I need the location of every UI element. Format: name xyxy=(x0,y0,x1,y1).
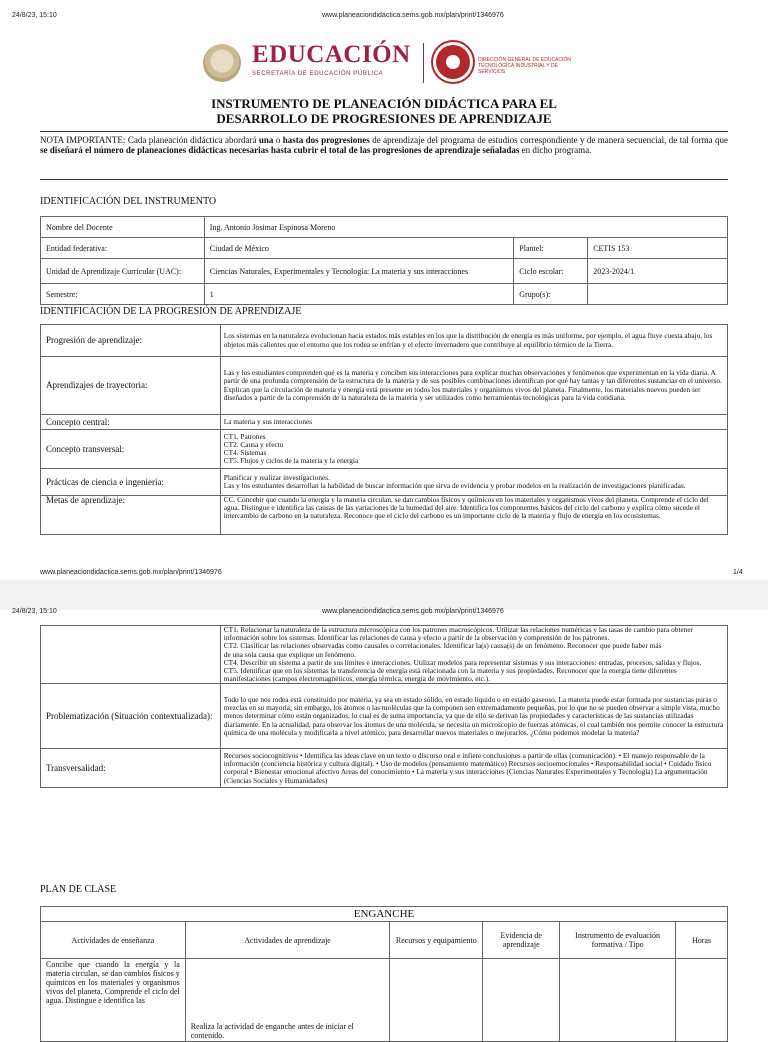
table-row xyxy=(41,238,728,259)
dgeti-gear-logo xyxy=(436,45,470,79)
ensenanza-cell: Concibe que cuando la energía y la materia circulan, se dan cambios físicos y químicos en los materiales y organismos vivos del planeta. Comprende el ciclo del agua. Distingue e identifica las xyxy=(41,959,186,1042)
uac-label: Unidad de Aprendizaje Curricular (UAC): xyxy=(41,259,205,284)
horas-cell xyxy=(676,959,728,1042)
ciclo-label: Ciclo escolar: xyxy=(514,259,588,284)
entidad-label: Entidad federativa: xyxy=(41,238,205,259)
table-row xyxy=(41,217,728,238)
metas-value-p1: CC. Concebir que cuando la energía y la materia circulan, se dan cambios físicos y químicos en los materiales y organismos vivos del planeta. Comprende el ciclo del agua. Distingue e identifica las causas de las variaciones de la humedad del aire. Identifica los componentes básicos del ciclo del carbono y explica cómo sucede el intercambio de carbono en la naturaleza. Reconoce que el ciclo del carbono es un importante ciclo de la materia y flujo de energía en los ecosistemas. xyxy=(220,496,727,535)
nota-text-3: de aprendizaje del programa de estudios correspondiente y de manera secuencial, de tal forma que xyxy=(369,135,729,145)
recursos-cell xyxy=(390,959,483,1042)
mexico-seal-logo xyxy=(203,44,241,82)
nota-bold-3: se diseñará el número de planeaciones didácticas necesarias hasta cubrir el total de las progresiones de aprendizaje señaladas xyxy=(40,145,520,155)
list-item: CT1. Patrones xyxy=(223,431,266,441)
table-row xyxy=(41,684,728,749)
evidencia-cell xyxy=(483,959,560,1042)
problematizacion-label: Problematización (Situación contextualizada): xyxy=(41,684,221,749)
logo-divider xyxy=(423,43,424,83)
nota-divider xyxy=(40,179,728,180)
progresion-table-continued xyxy=(40,625,728,788)
instrumento-cell xyxy=(560,959,676,1042)
nota-lead: NOTA IMPORTANTE: xyxy=(40,135,126,145)
table-row xyxy=(41,325,728,357)
semestre-label: Semestre: xyxy=(41,284,205,305)
practicas-value xyxy=(220,469,727,496)
title-line-2: DESARROLLO DE PROGRESIONES DE APRENDIZAJE xyxy=(216,111,552,126)
transversal-label: Concepto transversal: xyxy=(41,430,221,469)
progresion-value: Los sistemas en la naturaleza evolucionan hacia estados más estables en los que la distribución de energía es más uniforme, por ejemplo, el agua fluye cuesta abajo, los objetos más calientes que el entorno que los rodea se enfrían y el efecto invernadero que contribuye al equilibrio térmico de la Tierra. xyxy=(220,325,727,357)
progresion-label: Progresión de aprendizaje: xyxy=(41,325,221,357)
aprendizaje-cell: Realiza la actividad de enganche antes de iniciar el contenido. xyxy=(185,959,390,1042)
dgeti-logo-text: DIRECCIÓN GENERAL DE EDUCACIÓN TECNOLÓGICA INDUSTRIAL Y DE SERVICIOS xyxy=(478,57,571,75)
ciclo-value: 2023-2024/1 xyxy=(588,259,728,284)
list-item: Planificar y realizar investigaciones. xyxy=(223,472,330,482)
list-item: Las y los estudiantes desarrollan la habilidad de buscar información que sirva de evidencia y probar modelos en la realización de investigaciones planificadas. xyxy=(223,481,686,490)
header-evidencia: Evidencia de aprendizaje xyxy=(483,922,560,959)
nota-text-1: Cada planeación didáctica abordará xyxy=(125,135,259,145)
list-item: CT4. Sistemas xyxy=(223,448,267,457)
plantel-label: Plantel: xyxy=(514,238,588,259)
plantel-value: CETIS 153 xyxy=(588,238,728,259)
enganche-heading: ENGANCHE xyxy=(41,907,728,922)
print-datetime: 24/8/23, 15:10 xyxy=(12,12,57,19)
trayectoria-value: Las y los estudiantes comprenden qué es la materia y conciben sus interacciones para explicar muchas observaciones y fenómenos que experimentan en la vida diaria. A partir de una profunda comprensión de la estructura de la materia y de sus posibles combinaciones identifican por qué hay tantas y tan diferentes sustancias en el universo. Explican que la circulación de materia y energía está presente en todos los materiales y organismos vivos del planeta. Finalmente, los materiales nuevos pueden ser diseñados a partir de la comprensión de la naturaleza de la materia y ser utilizados como herramientas tecnológicas para la vida cotidiana. xyxy=(220,357,727,415)
print-url: www.planeaciondidactica.sems.gob.mx/plan/print/1346976 xyxy=(322,12,504,19)
header-aprendizaje: Actividades de aprendizaje xyxy=(185,922,390,959)
identificacion-table xyxy=(40,216,728,305)
progresion-table xyxy=(40,324,728,535)
table-row xyxy=(41,959,728,1042)
metas-value-p2 xyxy=(220,626,727,684)
title-divider xyxy=(40,131,728,132)
page-separator xyxy=(0,580,768,610)
plan-de-clase-heading: PLAN DE CLASE xyxy=(40,884,117,895)
table-row xyxy=(41,284,728,305)
central-value: La materia y sus interacciones xyxy=(220,415,727,430)
section-identificacion: IDENTIFICACIÓN DEL INSTRUMENTO xyxy=(40,196,217,207)
table-row xyxy=(41,907,728,922)
table-row xyxy=(41,922,728,959)
list-item: CT5. Identificar que en los sistemas la transferencia de energía está relacionada con la materia y sus propiedades. Reconocer que la energía tiene diferentes manifestaciones (campos electromagnéticos, energía térmica, energía de movimiento, etc.). xyxy=(223,666,677,684)
nota-text-2: o xyxy=(273,135,283,145)
trayectoria-label: Aprendizajes de trayectoria: xyxy=(41,357,221,415)
table-row xyxy=(41,415,728,430)
table-row xyxy=(41,259,728,284)
transversalidad-value: Recursos sociocognitivos • Identifica las ideas clave en un texto o discurso oral e infiere conclusiones a partir de ellas (comunicación). • El manejo responsable de la información (conciencia histórica y cultura digital). • Uso de modelos (pensamiento matemático) Recursos socioemocionales • Responsabilidad social • Cuidado físico corporal • Bienestar emocional afectivo Areas del conocimiento • La materia y sus interacciones (Ciencias Naturales Experimentales y Tecnología) La argumentación (Ciencias Sociales y Humanidades) xyxy=(220,749,727,788)
list-item: CT4. Describir un sistema a partir de sus límites e interacciones. Utilizar modelos para representar sistemas y sus interacciones: entradas, procesos, salidas y flujos. xyxy=(223,657,702,667)
title-line-1: INSTRUMENTO DE PLANEACIÓN DIDÁCTICA PARA EL xyxy=(211,96,557,111)
section-progresion: IDENTIFICACIÓN DE LA PROGRESIÓN DE APRENDIZAJE xyxy=(40,306,302,317)
table-row xyxy=(41,749,728,788)
problematizacion-value: Todo lo que nos rodea está constituido por materia, ya sea en estado sólido, en estado líquido o en estado gaseoso. La materia puede estar formada por sustancias puras o mezclas en su mayoría; sin embargo, los átomos o las moléculas que la componen son extremadamente pequeñas, por lo que no se pueden observar a simple vista, mucho menos determinar cómo están organizados, lo cual es de suma importancia, ya que de ello se derivan las propiedades y características de las sustancias utilizadas diariamente. En la actualidad, para observar los átomos de una molécula, se necesita un microscopio de fuerzas atómicas, el cual también nos permite conocer la estructura química de una molécula y modificarla a nivel atómico, para desarrollar nuevos materiales o mejorarlos. ¿Cómo podemos modelar la materia? xyxy=(220,684,727,749)
nota-text-4: en dicho programa. xyxy=(519,145,592,155)
metas-label: Metas de aprendizaje: xyxy=(41,496,221,535)
table-row xyxy=(41,496,728,535)
docente-value: Ing. Antonio Josimar Espinosa Moreno xyxy=(204,217,727,238)
entidad-value: Ciudad de México xyxy=(204,238,514,259)
nota-bold-2: hasta dos progresiones xyxy=(282,135,370,145)
uac-value: Ciencias Naturales, Experimentales y Tecnología: La materia y sus interacciones xyxy=(204,259,514,284)
print-footer-url: www.planeaciondidactica.sems.gob.mx/plan/print/1346976 xyxy=(40,569,222,576)
docente-label: Nombre del Docente xyxy=(41,217,205,238)
practicas-label: Prácticas de ciencia e ingeniería: xyxy=(41,469,221,496)
central-label: Concepto central: xyxy=(41,415,221,430)
list-item: de una sola causa que explique un fenómeno. xyxy=(223,649,356,659)
educacion-logo-text: EDUCACIÓN xyxy=(252,41,411,68)
metas-label-continued xyxy=(41,626,221,684)
header-instrumento: Instrumento de evaluación formativa / Tipo xyxy=(560,922,676,959)
print-page-number: 1/4 xyxy=(733,569,743,576)
header-recursos: Recursos y equipamiento xyxy=(390,922,483,959)
header-horas: Horas xyxy=(676,922,728,959)
list-item: CT2. Causa y efecto xyxy=(223,439,284,449)
nota-bold-1: una xyxy=(258,135,274,145)
header-ensenanza: Actividades de enseñanza xyxy=(41,922,186,959)
table-row xyxy=(41,626,728,684)
table-row xyxy=(41,469,728,496)
document-title xyxy=(0,96,768,126)
grupo-value xyxy=(588,284,728,305)
list-item: CT1. Relacionar la naturaleza de la estructura microscópica con los patrones macroscópicos. Utilizar las relaciones numéricas y las tasas de cambio para obtener información sobre los sistemas. Identificar las relaciones de causa y efecto a partir de la observación y comprensión de los patrones. xyxy=(223,625,694,643)
nota-importante xyxy=(40,135,728,155)
plan-clase-table xyxy=(40,906,728,1042)
table-row xyxy=(41,357,728,415)
transversalidad-label: Transversalidad: xyxy=(41,749,221,788)
list-item: CT2. Clasificar las relaciones observadas como causales o correlacionales. Identificar la(s) causa(s) de un fenómeno. Reconocer que puede haber más xyxy=(223,641,662,651)
print-datetime-p2: 24/8/23, 15:10 xyxy=(12,608,57,615)
sep-logo-text: SECRETARÍA DE EDUCACIÓN PÚBLICA xyxy=(252,71,384,77)
transversal-value xyxy=(220,430,727,469)
semestre-value: 1 xyxy=(204,284,514,305)
grupo-label: Grupo(s): xyxy=(514,284,588,305)
list-item: CT5. Flujos y ciclos de la materia y la energía xyxy=(223,456,359,466)
print-url-p2: www.planeaciondidactica.sems.gob.mx/plan/print/1346976 xyxy=(322,608,504,615)
table-row xyxy=(41,430,728,469)
